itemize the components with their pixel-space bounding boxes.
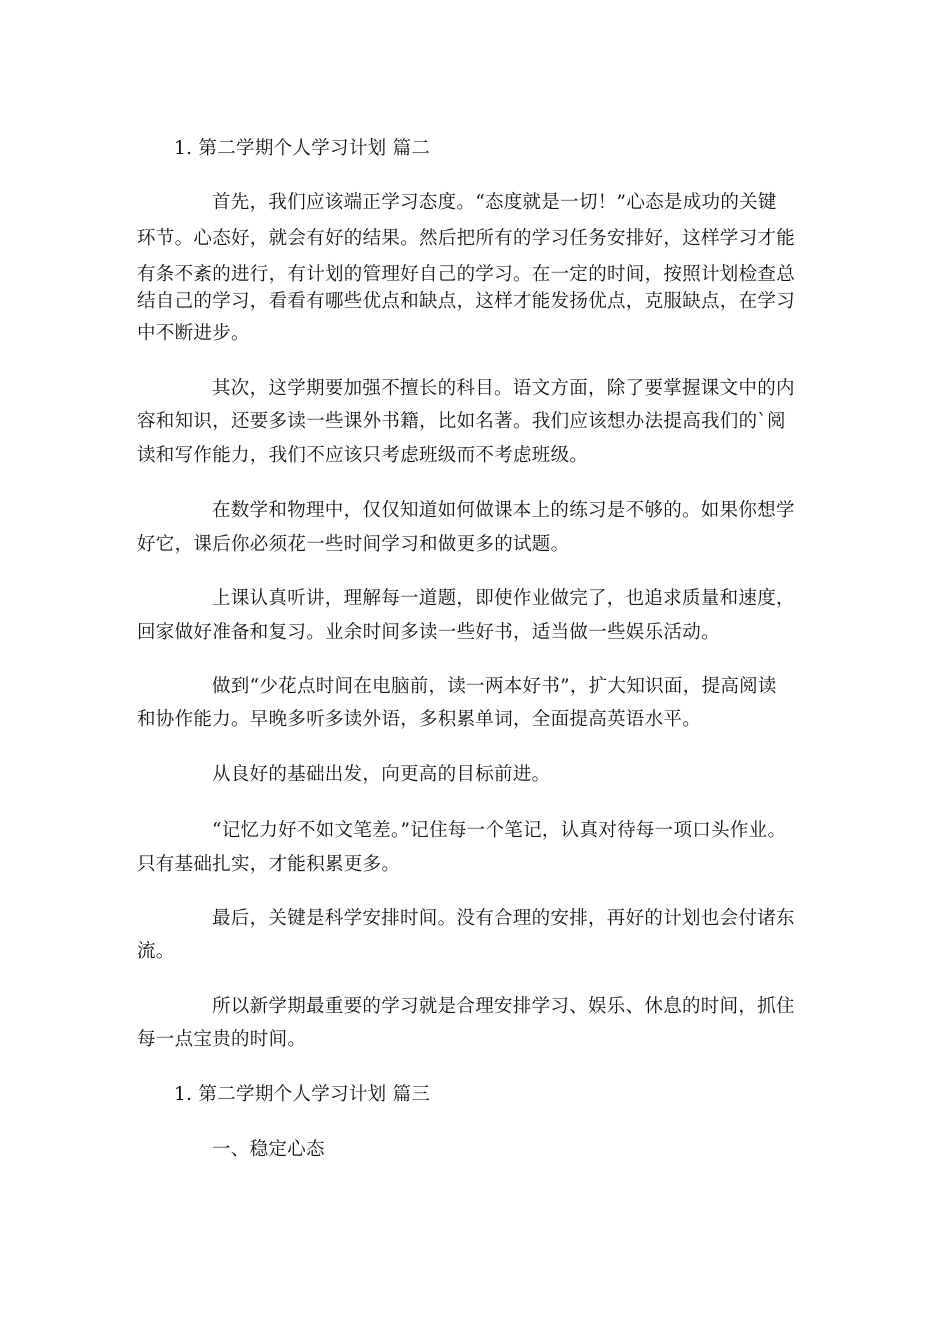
paragraph-8-line-2: 流。	[137, 941, 175, 962]
paragraph-5-line-2: 和协作能力。早晚多听多读外语，多积累单词，全面提高英语水平。	[137, 709, 702, 730]
paragraph-2-line-1: 其次，这学期要加强不擅长的科目。语文方面，除了要掌握课文中的内	[212, 378, 795, 399]
paragraph-6-line-1: 从良好的基础出发，向更高的目标前进。	[212, 764, 551, 785]
paragraph-1-line-2: 环节。心态好，就会有好的结果。然后把所有的学习任务安排好，这样学习才能	[137, 228, 796, 249]
paragraph-9-line-1: 所以新学期最重要的学习就是合理安排学习、娱乐、休息的时间，抓住	[212, 996, 795, 1017]
paragraph-1-line-3: 有条不紊的进行，有计划的管理好自己的学习。在一定的时间，按照计划检查总	[137, 264, 796, 285]
paragraph-4-line-2: 回家做好准备和复习。业余时间多读一些好书，适当做一些娱乐活动。	[137, 622, 720, 643]
section-heading: 1. 第二学期个人学习计划 篇二	[174, 138, 431, 159]
paragraph-4-line-1: 上课认真听讲，理解每一道题，即使作业做完了，也追求质量和速度，	[212, 588, 795, 609]
paragraph-3-line-2: 好它，课后你必须花一些时间学习和做更多的试题。	[137, 534, 570, 555]
paragraph-3-line-1: 在数学和物理中，仅仅知道如何做课本上的练习是不够的。如果你想学	[212, 500, 795, 521]
paragraph-1-line-1: 首先，我们应该端正学习态度。“态度就是一切！”心态是成功的关键	[212, 192, 777, 213]
subsection-heading: 一、稳定心态	[212, 1139, 325, 1160]
paragraph-1-line-5: 中不断进步。	[137, 323, 250, 344]
paragraph-7-line-2: 只有基础扎实，才能积累更多。	[137, 854, 401, 875]
paragraph-5-line-1: 做到“少花点时间在电脑前，读一两本好书”，扩大知识面，提高阅读	[212, 676, 777, 697]
paragraph-9-line-2: 每一点宝贵的时间。	[137, 1029, 307, 1050]
paragraph-2-line-2: 容和知识，还要多读一些课外书籍，比如名著。我们应该想办法提高我们的`阅	[137, 411, 786, 432]
paragraph-1-line-4: 结自己的学习，看看有哪些优点和缺点，这样才能发扬优点，克服缺点，在学习	[137, 291, 796, 312]
paragraph-2-line-3: 读和写作能力，我们不应该只考虑班级而不考虑班级。	[137, 445, 589, 466]
section-heading: 1. 第二学期个人学习计划 篇三	[174, 1084, 431, 1105]
paragraph-7-line-1: “记忆力好不如文笔差。”记住每一个笔记，认真对待每一项口头作业。	[212, 820, 787, 841]
paragraph-8-line-1: 最后，关键是科学安排时间。没有合理的安排，再好的计划也会付诸东	[212, 908, 795, 929]
